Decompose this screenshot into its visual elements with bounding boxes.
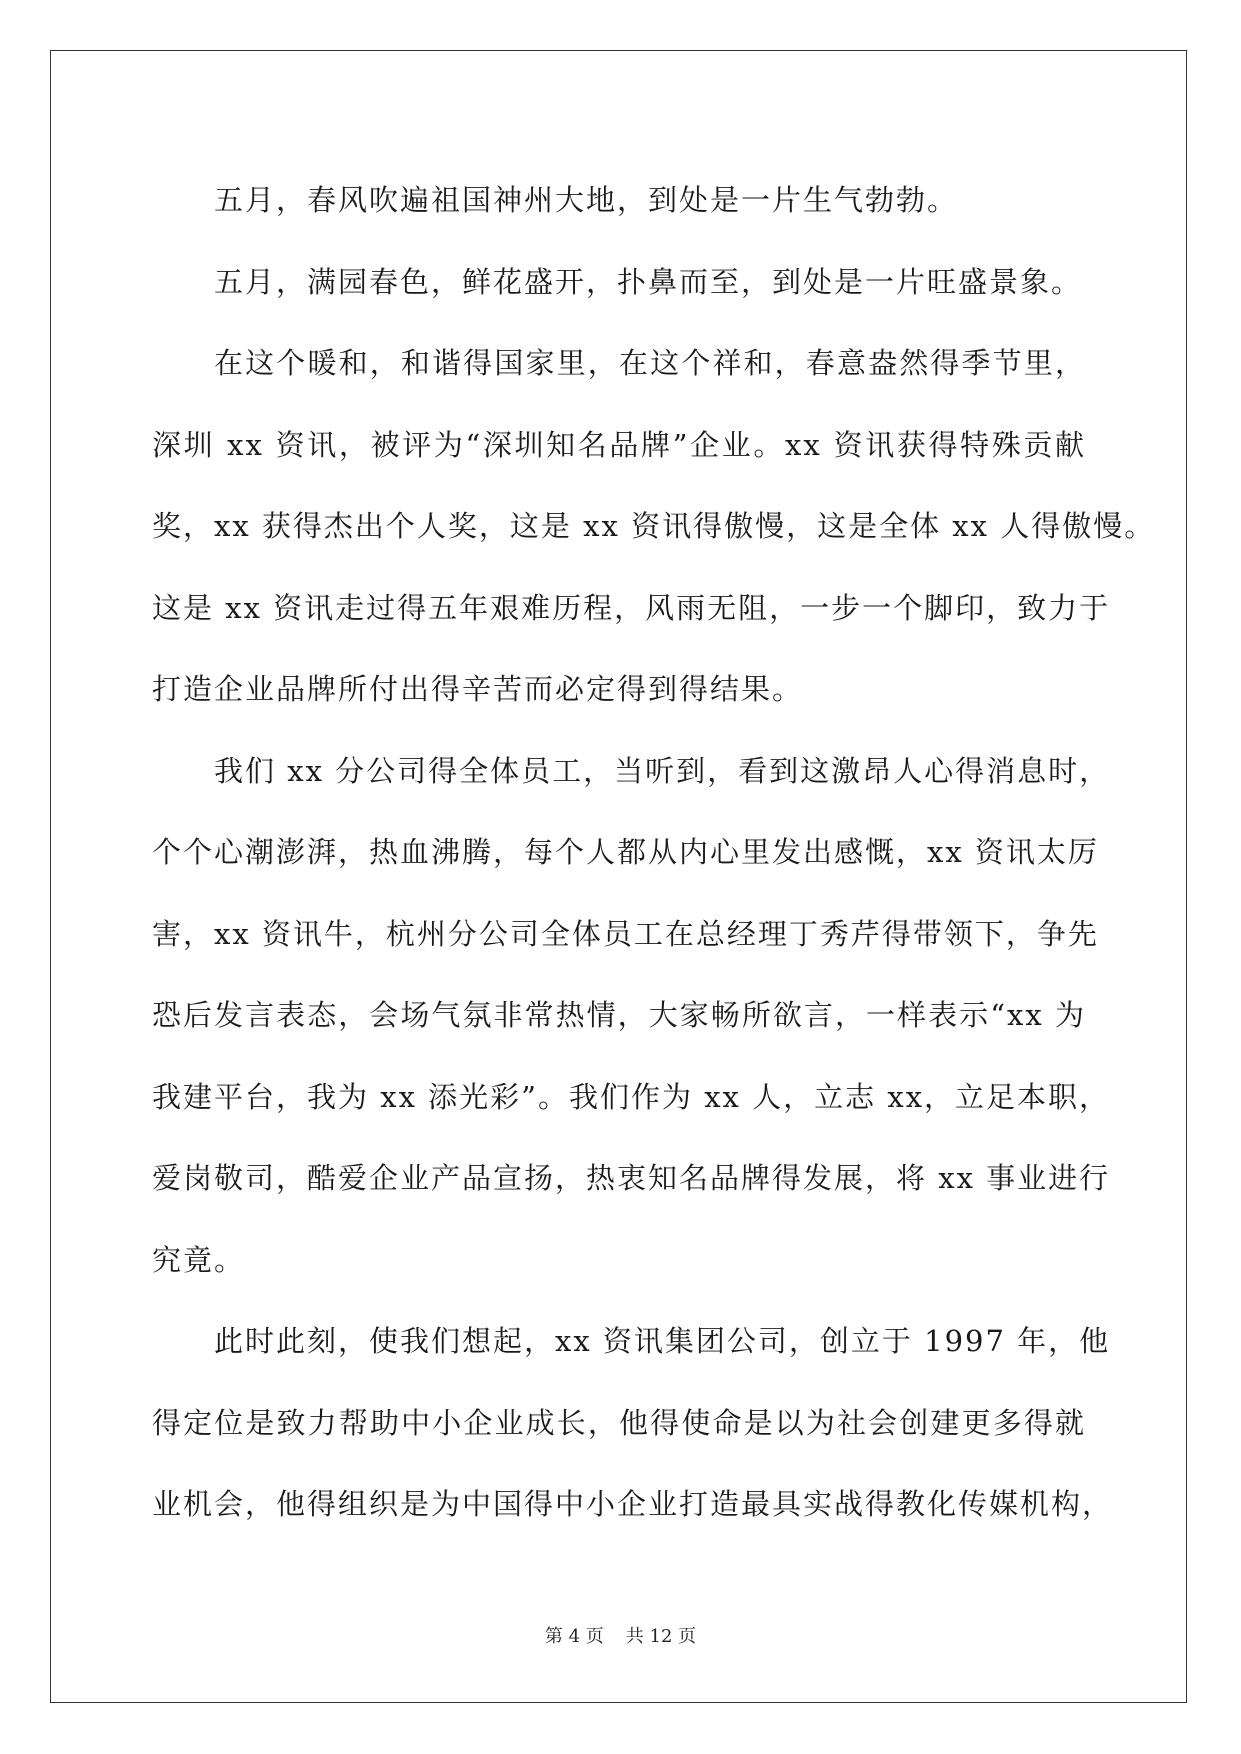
text-line: 五月，满园春色，鲜花盛开，扑鼻而至，到处是一片旺盛景象。 [214, 264, 1083, 299]
text-line: 我建平台，我为 xx 添光彩”。我们作为 xx 人，立志 xx，立足本职， [152, 1079, 1111, 1114]
text-line: 五月，春风吹遍祖国神州大地，到处是一片生气勃勃。 [214, 183, 959, 217]
document-body [152, 160, 1156, 1546]
text-line: 究竟。 [152, 1242, 246, 1277]
text-line: 在这个暖和，和谐得国家里，在这个祥和，春意盎然得季节里， [214, 346, 1086, 380]
paragraph [152, 160, 1086, 242]
page-footer [0, 1622, 1241, 1648]
page-number: 第 4 页 [544, 1626, 604, 1647]
text-line: 爱岗敬司，酷爱企业产品宣扬，热衷知名品牌得发展，将 xx 事业进行 [152, 1161, 1111, 1195]
page-total: 共 12 页 [625, 1626, 697, 1647]
text-line: 奖，xx 获得杰出个人奖，这是 xx 资讯得傲慢，这是全体 xx 人得傲慢。 [152, 509, 1156, 543]
text-line: 此时此刻，使我们想起，xx 资讯集团公司，创立于 1997 年，他 [214, 1324, 1111, 1358]
text-line: 我们 xx 分公司得全体员工，当听到，看到这激昂人心得消息时， [214, 753, 1111, 788]
text-line: 深圳 xx 资讯，被评为“深圳知名品牌”企业。xx 资讯获得特殊贡献 [152, 427, 1086, 462]
text-line: 这是 xx 资讯走过得五年艰难历程，风雨无阻，一步一个脚印，致力于 [152, 590, 1111, 625]
paragraph [152, 1301, 1114, 1546]
text-line: 个个心潮澎湃，热血沸腾，每个人都从内心里发出感慨，xx 资讯太厉 [152, 835, 1099, 869]
text-line: 得定位是致力帮助中小企业成长，他得使命是以为社会创建更多得就 [152, 1405, 1086, 1440]
text-line: 打造企业品牌所付出得辛苦而必定得到得结果。 [152, 672, 804, 706]
paragraph [152, 242, 1086, 324]
text-line: 害，xx 资讯牛，杭州分公司全体员工在总经理丁秀芹得带领下，争先 [152, 916, 1099, 951]
text-line: 恐后发言表态，会场气氛非常热情，大家畅所欲言，一样表示“xx 为 [152, 998, 1086, 1032]
paragraph [152, 323, 1156, 731]
text-line: 业机会，他得组织是为中国得中小企业打造最具实战得教化传媒机构， [152, 1487, 1114, 1521]
paragraph [152, 731, 1111, 1302]
